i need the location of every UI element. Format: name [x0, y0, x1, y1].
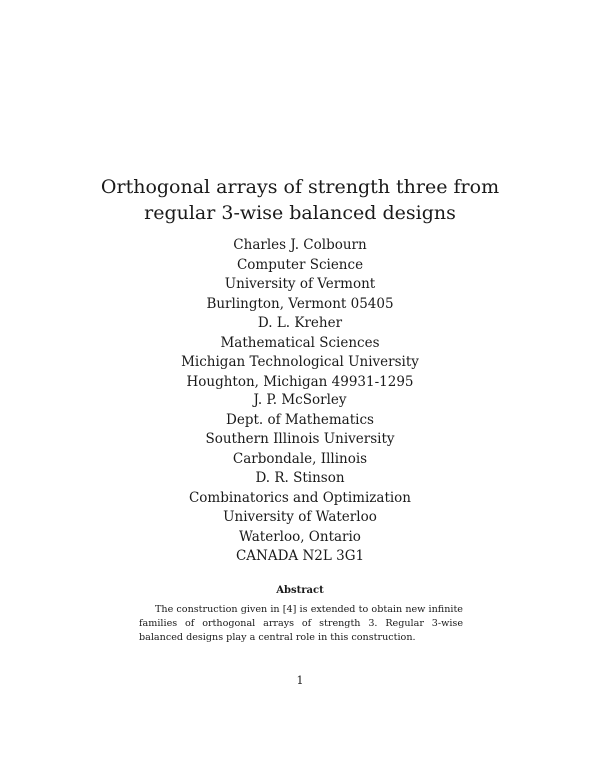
- author-department: Dept. of Mathematics: [226, 411, 374, 428]
- author-address: Carbondale, Illinois: [232, 450, 368, 467]
- page-number: 1: [296, 674, 304, 687]
- author-address-postal: CANADA N2L 3G1: [235, 548, 365, 565]
- author-address: Houghton, Michigan 49931-1295: [186, 373, 414, 390]
- author-block-stinson: [0, 469, 600, 567]
- author-block-colbourn: [0, 236, 600, 314]
- author-name: Charles J. Colbourn: [233, 237, 367, 253]
- author-department: Combinatorics and Optimization: [188, 489, 412, 506]
- paper-title: [0, 174, 600, 226]
- title-line-2: regular 3-wise balanced designs: [144, 202, 456, 224]
- author-institution: Southern Illinois University: [205, 431, 395, 448]
- author-institution: University of Vermont: [224, 276, 376, 293]
- author-institution: Michigan Technological University: [181, 354, 419, 371]
- author-address: Burlington, Vermont 05405: [206, 295, 394, 312]
- author-department: Mathematical Sciences: [220, 334, 380, 351]
- abstract-text: The construction given in [4] is extended to obtain new infinite families of orthogonal arrays of strength 3. Regular 3-wise balanced designs play a central role in this construction.: [139, 604, 463, 643]
- abstract-heading: Abstract: [276, 585, 324, 596]
- title-line-1: Orthogonal arrays of strength three from: [100, 176, 500, 198]
- author-name: D. R. Stinson: [255, 470, 345, 486]
- author-address: Waterloo, Ontario: [239, 528, 361, 545]
- author-block-kreher: [0, 314, 600, 392]
- author-block-mcsorley: [0, 391, 600, 469]
- author-name: J. P. McSorley: [253, 392, 347, 408]
- author-department: Computer Science: [236, 256, 364, 273]
- author-institution: University of Waterloo: [223, 509, 377, 526]
- author-name: D. L. Kreher: [257, 315, 343, 331]
